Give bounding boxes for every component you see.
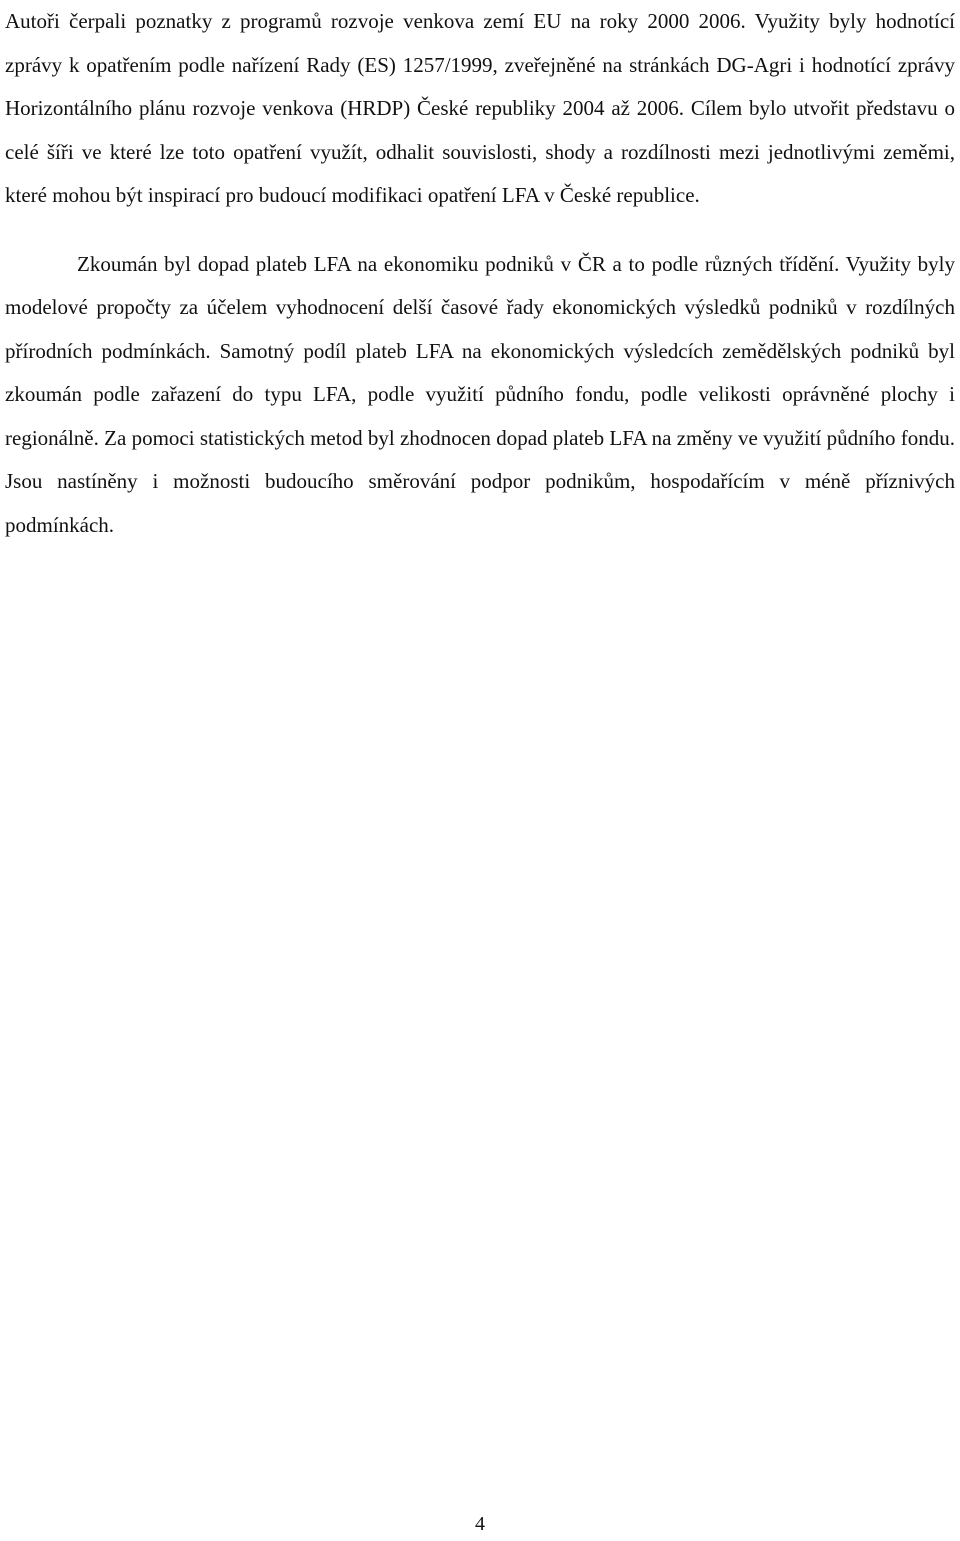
page-body bbox=[5, 0, 955, 547]
paragraph-analysis: Zkoumán byl dopad plateb LFA na ekonomiku podniků v ČR a to podle různých třídění. Využity byly modelové propočty za účelem vyhodnocení delší časové řady ekonomických výsledků podniků v rozdílných přírodních podmínkách. Samotný podíl plateb LFA na ekonomických výsledcích zemědělských podniků byl zkoumán podle zařazení do typu LFA, podle využití půdního fondu, podle velikosti oprávněné plochy i regionálně. Za pomoci statistických metod byl zhodnocen dopad plateb LFA na změny ve využití půdního fondu. Jsou nastíněny i možnosti budoucího směrování podpor podnikům, hospodařícím v méně příznivých podmínkách. bbox=[5, 251, 955, 537]
page-number: 4 bbox=[475, 1513, 485, 1535]
paragraph-sources: Autoři čerpali poznatky z programů rozvoje venkova zemí EU na roky 2000 2006. Využity byly hodnotící zprávy k opatřením podle nařízení Rady (ES) 1257/1999, zveřejněné na stránkách DG-Agri i hodnotící zprávy Horizontálního plánu rozvoje venkova (HRDP) České republiky 2004 až 2006. Cílem bylo utvořit představu o celé šíři ve které lze toto opatření využít, odhalit souvislosti, shody a rozdílnosti mezi jednotlivými zeměmi, které mohou být inspirací pro budoucí modifikaci opatření LFA v České republice. bbox=[5, 9, 955, 207]
